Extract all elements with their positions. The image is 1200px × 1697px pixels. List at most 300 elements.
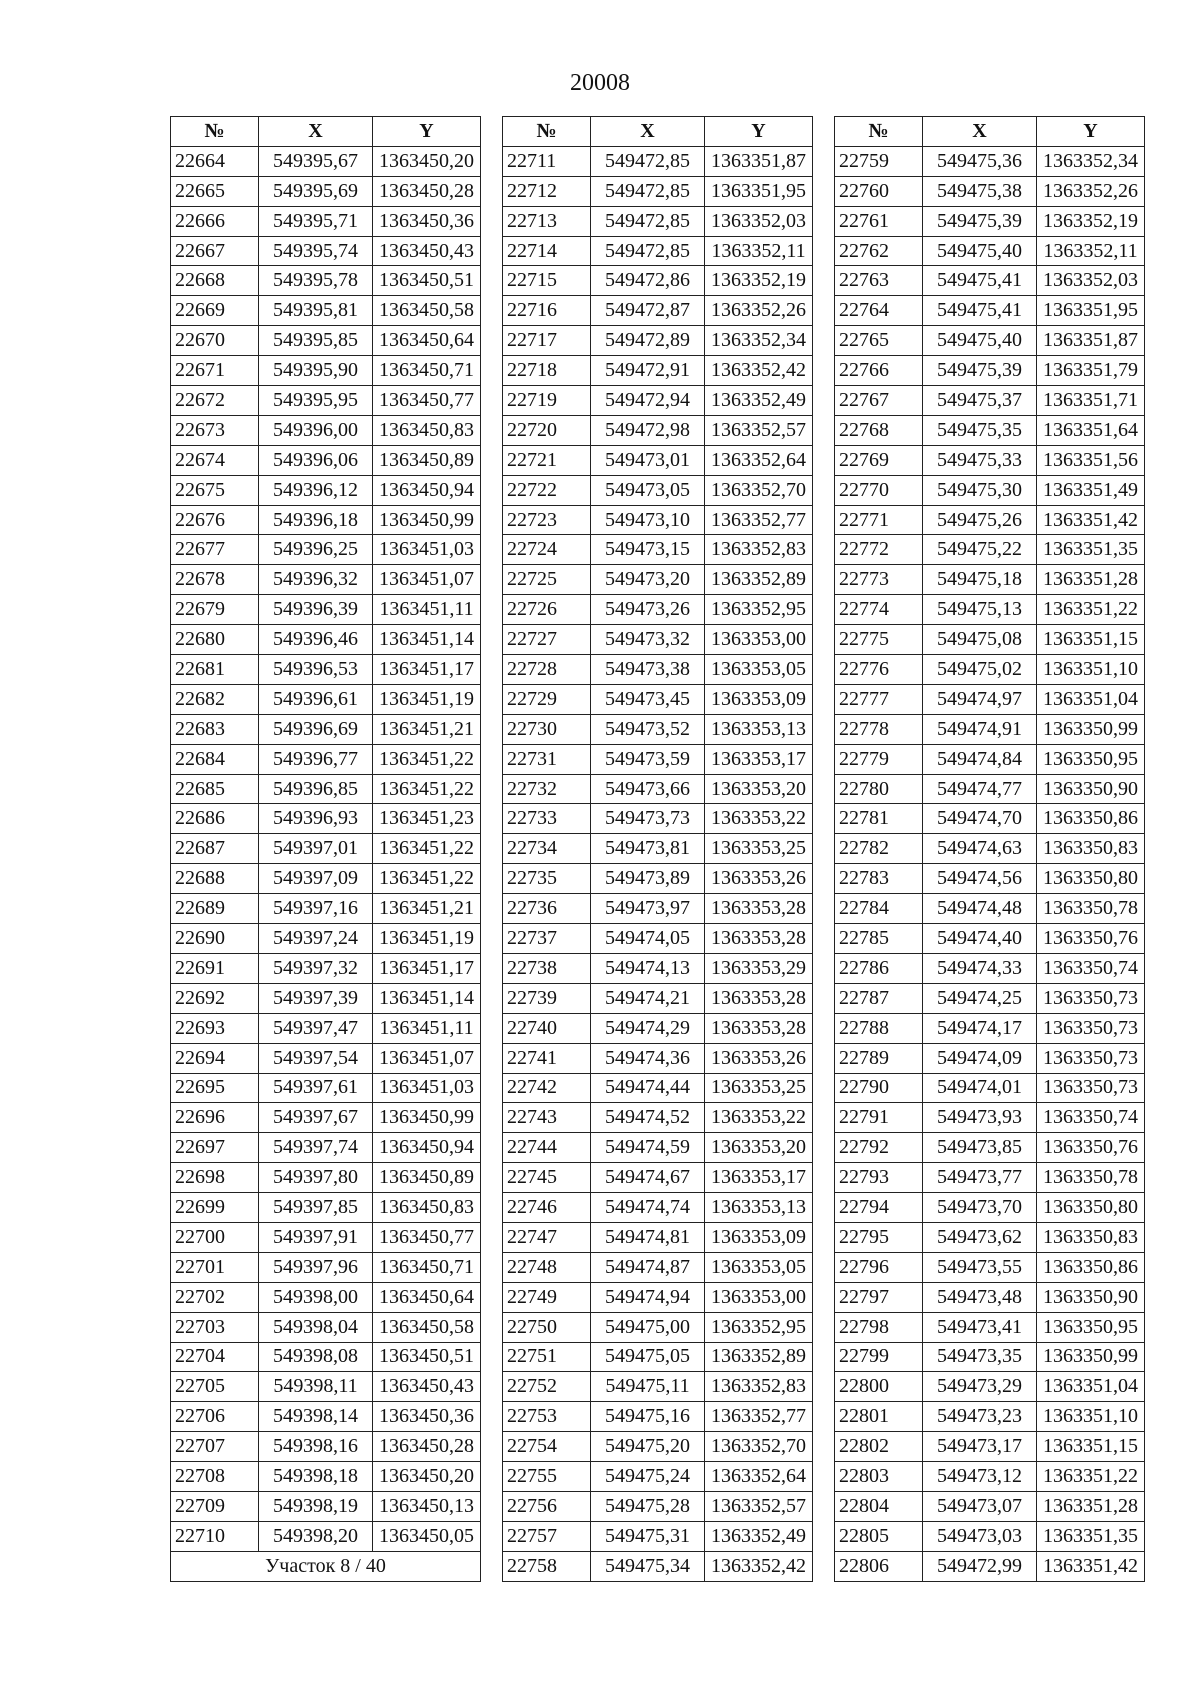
table-row bbox=[503, 1282, 813, 1312]
point-number-cell: 22720 bbox=[503, 415, 591, 445]
x-coordinate-cell: 549474,13 bbox=[591, 953, 705, 983]
point-number-cell: 22751 bbox=[503, 1342, 591, 1372]
table-row bbox=[503, 1103, 813, 1133]
y-coordinate-cell: 1363351,22 bbox=[1037, 595, 1145, 625]
point-number-cell: 22783 bbox=[835, 864, 923, 894]
table-row bbox=[171, 1252, 481, 1282]
point-number-cell: 22705 bbox=[171, 1372, 259, 1402]
x-coordinate-cell: 549474,52 bbox=[591, 1103, 705, 1133]
point-number-cell: 22765 bbox=[835, 326, 923, 356]
y-coordinate-cell: 1363352,34 bbox=[1037, 146, 1145, 176]
point-number-cell: 22692 bbox=[171, 983, 259, 1013]
table-row bbox=[503, 924, 813, 954]
point-number-cell: 22737 bbox=[503, 924, 591, 954]
y-coordinate-cell: 1363451,03 bbox=[373, 535, 481, 565]
x-coordinate-cell: 549475,11 bbox=[591, 1372, 705, 1402]
x-coordinate-cell: 549475,39 bbox=[923, 356, 1037, 386]
table-row bbox=[171, 565, 481, 595]
y-coordinate-cell: 1363350,73 bbox=[1037, 1013, 1145, 1043]
y-coordinate-cell: 1363350,80 bbox=[1037, 864, 1145, 894]
table-row bbox=[835, 1372, 1145, 1402]
table-row bbox=[171, 1013, 481, 1043]
x-coordinate-cell: 549396,18 bbox=[259, 505, 373, 535]
point-number-cell: 22747 bbox=[503, 1222, 591, 1252]
y-coordinate-cell: 1363351,10 bbox=[1037, 655, 1145, 685]
x-coordinate-cell: 549472,85 bbox=[591, 146, 705, 176]
y-coordinate-cell: 1363450,05 bbox=[373, 1521, 481, 1551]
coordinates-table-3 bbox=[834, 116, 1145, 1582]
y-coordinate-cell: 1363450,28 bbox=[373, 176, 481, 206]
x-coordinate-cell: 549475,37 bbox=[923, 386, 1037, 416]
x-coordinate-cell: 549475,22 bbox=[923, 535, 1037, 565]
table-row bbox=[171, 535, 481, 565]
point-number-cell: 22675 bbox=[171, 475, 259, 505]
point-number-cell: 22752 bbox=[503, 1372, 591, 1402]
x-coordinate-cell: 549397,54 bbox=[259, 1043, 373, 1073]
point-number-cell: 22713 bbox=[503, 206, 591, 236]
point-number-cell: 22742 bbox=[503, 1073, 591, 1103]
y-coordinate-cell: 1363350,73 bbox=[1037, 1073, 1145, 1103]
x-coordinate-cell: 549474,29 bbox=[591, 1013, 705, 1043]
table-row bbox=[503, 684, 813, 714]
y-coordinate-cell: 1363350,99 bbox=[1037, 1342, 1145, 1372]
table-row bbox=[835, 356, 1145, 386]
x-coordinate-cell: 549474,81 bbox=[591, 1222, 705, 1252]
point-number-cell: 22790 bbox=[835, 1073, 923, 1103]
table-row bbox=[503, 1043, 813, 1073]
point-number-cell: 22797 bbox=[835, 1282, 923, 1312]
point-number-cell: 22772 bbox=[835, 535, 923, 565]
x-coordinate-cell: 549473,81 bbox=[591, 834, 705, 864]
y-coordinate-cell: 1363451,17 bbox=[373, 953, 481, 983]
y-coordinate-cell: 1363352,49 bbox=[705, 1521, 813, 1551]
table-row bbox=[171, 146, 481, 176]
x-coordinate-cell: 549398,20 bbox=[259, 1521, 373, 1551]
y-coordinate-cell: 1363353,13 bbox=[705, 1193, 813, 1223]
point-number-cell: 22687 bbox=[171, 834, 259, 864]
y-coordinate-cell: 1363350,86 bbox=[1037, 804, 1145, 834]
y-coordinate-cell: 1363450,89 bbox=[373, 1163, 481, 1193]
y-coordinate-cell: 1363450,51 bbox=[373, 1342, 481, 1372]
y-coordinate-cell: 1363350,76 bbox=[1037, 1133, 1145, 1163]
table-row bbox=[835, 236, 1145, 266]
y-coordinate-cell: 1363450,94 bbox=[373, 1133, 481, 1163]
table-row bbox=[171, 864, 481, 894]
point-number-cell: 22723 bbox=[503, 505, 591, 535]
header-y: Y bbox=[373, 117, 481, 147]
point-number-cell: 22702 bbox=[171, 1282, 259, 1312]
x-coordinate-cell: 549397,74 bbox=[259, 1133, 373, 1163]
x-coordinate-cell: 549474,21 bbox=[591, 983, 705, 1013]
x-coordinate-cell: 549475,00 bbox=[591, 1312, 705, 1342]
table-row bbox=[835, 1013, 1145, 1043]
table-row bbox=[503, 266, 813, 296]
table-row bbox=[835, 1312, 1145, 1342]
x-coordinate-cell: 549472,85 bbox=[591, 236, 705, 266]
table-row bbox=[835, 266, 1145, 296]
point-number-cell: 22794 bbox=[835, 1193, 923, 1223]
y-coordinate-cell: 1363450,36 bbox=[373, 1402, 481, 1432]
table-row bbox=[503, 595, 813, 625]
table-row bbox=[835, 953, 1145, 983]
point-number-cell: 22758 bbox=[503, 1551, 591, 1581]
y-coordinate-cell: 1363450,89 bbox=[373, 445, 481, 475]
y-coordinate-cell: 1363352,64 bbox=[705, 1462, 813, 1492]
point-number-cell: 22709 bbox=[171, 1491, 259, 1521]
y-coordinate-cell: 1363353,29 bbox=[705, 953, 813, 983]
x-coordinate-cell: 549397,39 bbox=[259, 983, 373, 1013]
x-coordinate-cell: 549475,34 bbox=[591, 1551, 705, 1581]
y-coordinate-cell: 1363451,19 bbox=[373, 924, 481, 954]
table-row bbox=[503, 1222, 813, 1252]
x-coordinate-cell: 549474,70 bbox=[923, 804, 1037, 834]
header-x: X bbox=[923, 117, 1037, 147]
point-number-cell: 22764 bbox=[835, 296, 923, 326]
x-coordinate-cell: 549473,55 bbox=[923, 1252, 1037, 1282]
coordinates-table-1 bbox=[170, 116, 481, 1582]
x-coordinate-cell: 549473,52 bbox=[591, 714, 705, 744]
y-coordinate-cell: 1363352,77 bbox=[705, 505, 813, 535]
table-row bbox=[171, 176, 481, 206]
x-coordinate-cell: 549397,85 bbox=[259, 1193, 373, 1223]
table-row bbox=[835, 625, 1145, 655]
table-row bbox=[503, 146, 813, 176]
table-row bbox=[835, 744, 1145, 774]
point-number-cell: 22799 bbox=[835, 1342, 923, 1372]
table-row bbox=[835, 1163, 1145, 1193]
table-row bbox=[171, 505, 481, 535]
point-number-cell: 22698 bbox=[171, 1163, 259, 1193]
table-row bbox=[171, 1193, 481, 1223]
table-row bbox=[835, 206, 1145, 236]
table-row bbox=[503, 1491, 813, 1521]
x-coordinate-cell: 549472,94 bbox=[591, 386, 705, 416]
point-number-cell: 22804 bbox=[835, 1491, 923, 1521]
header-y: Y bbox=[1037, 117, 1145, 147]
x-coordinate-cell: 549397,91 bbox=[259, 1222, 373, 1252]
table-row bbox=[171, 445, 481, 475]
point-number-cell: 22777 bbox=[835, 684, 923, 714]
x-coordinate-cell: 549397,32 bbox=[259, 953, 373, 983]
point-number-cell: 22719 bbox=[503, 386, 591, 416]
x-coordinate-cell: 549474,97 bbox=[923, 684, 1037, 714]
x-coordinate-cell: 549396,32 bbox=[259, 565, 373, 595]
table-row bbox=[835, 894, 1145, 924]
header-num: № bbox=[503, 117, 591, 147]
point-number-cell: 22733 bbox=[503, 804, 591, 834]
point-number-cell: 22708 bbox=[171, 1462, 259, 1492]
x-coordinate-cell: 549475,08 bbox=[923, 625, 1037, 655]
point-number-cell: 22750 bbox=[503, 1312, 591, 1342]
x-coordinate-cell: 549473,77 bbox=[923, 1163, 1037, 1193]
point-number-cell: 22744 bbox=[503, 1133, 591, 1163]
x-coordinate-cell: 549397,61 bbox=[259, 1073, 373, 1103]
point-number-cell: 22685 bbox=[171, 774, 259, 804]
table-row bbox=[171, 1372, 481, 1402]
x-coordinate-cell: 549398,00 bbox=[259, 1282, 373, 1312]
x-coordinate-cell: 549475,40 bbox=[923, 326, 1037, 356]
table-row bbox=[503, 445, 813, 475]
x-coordinate-cell: 549474,36 bbox=[591, 1043, 705, 1073]
point-number-cell: 22715 bbox=[503, 266, 591, 296]
y-coordinate-cell: 1363352,70 bbox=[705, 475, 813, 505]
table-row bbox=[503, 505, 813, 535]
x-coordinate-cell: 549473,73 bbox=[591, 804, 705, 834]
y-coordinate-cell: 1363351,95 bbox=[705, 176, 813, 206]
table-row bbox=[503, 625, 813, 655]
y-coordinate-cell: 1363353,00 bbox=[705, 1282, 813, 1312]
table-row bbox=[171, 1103, 481, 1133]
x-coordinate-cell: 549474,01 bbox=[923, 1073, 1037, 1103]
point-number-cell: 22738 bbox=[503, 953, 591, 983]
x-coordinate-cell: 549397,47 bbox=[259, 1013, 373, 1043]
x-coordinate-cell: 549398,19 bbox=[259, 1491, 373, 1521]
x-coordinate-cell: 549473,93 bbox=[923, 1103, 1037, 1133]
table-row bbox=[503, 983, 813, 1013]
x-coordinate-cell: 549398,14 bbox=[259, 1402, 373, 1432]
point-number-cell: 22785 bbox=[835, 924, 923, 954]
x-coordinate-cell: 549475,13 bbox=[923, 595, 1037, 625]
y-coordinate-cell: 1363451,07 bbox=[373, 565, 481, 595]
point-number-cell: 22690 bbox=[171, 924, 259, 954]
table-row bbox=[835, 714, 1145, 744]
table-row bbox=[503, 1252, 813, 1282]
point-number-cell: 22716 bbox=[503, 296, 591, 326]
point-number-cell: 22779 bbox=[835, 744, 923, 774]
point-number-cell: 22688 bbox=[171, 864, 259, 894]
table-row bbox=[171, 1073, 481, 1103]
y-coordinate-cell: 1363353,20 bbox=[705, 1133, 813, 1163]
table-row bbox=[503, 1551, 813, 1581]
y-coordinate-cell: 1363352,77 bbox=[705, 1402, 813, 1432]
point-number-cell: 22769 bbox=[835, 445, 923, 475]
y-coordinate-cell: 1363351,15 bbox=[1037, 1432, 1145, 1462]
table-row bbox=[835, 1342, 1145, 1372]
point-number-cell: 22672 bbox=[171, 386, 259, 416]
x-coordinate-cell: 549397,24 bbox=[259, 924, 373, 954]
x-coordinate-cell: 549396,00 bbox=[259, 415, 373, 445]
point-number-cell: 22778 bbox=[835, 714, 923, 744]
point-number-cell: 22721 bbox=[503, 445, 591, 475]
x-coordinate-cell: 549475,39 bbox=[923, 206, 1037, 236]
y-coordinate-cell: 1363450,43 bbox=[373, 236, 481, 266]
x-coordinate-cell: 549398,11 bbox=[259, 1372, 373, 1402]
point-number-cell: 22701 bbox=[171, 1252, 259, 1282]
x-coordinate-cell: 549396,12 bbox=[259, 475, 373, 505]
point-number-cell: 22696 bbox=[171, 1103, 259, 1133]
y-coordinate-cell: 1363351,10 bbox=[1037, 1402, 1145, 1432]
table-row bbox=[171, 894, 481, 924]
table-row bbox=[503, 774, 813, 804]
table-row bbox=[171, 744, 481, 774]
table-row bbox=[171, 924, 481, 954]
x-coordinate-cell: 549473,23 bbox=[923, 1402, 1037, 1432]
table-row bbox=[171, 266, 481, 296]
y-coordinate-cell: 1363353,20 bbox=[705, 774, 813, 804]
table-row bbox=[171, 1342, 481, 1372]
table-row bbox=[503, 1073, 813, 1103]
table-row bbox=[171, 953, 481, 983]
table-row bbox=[835, 924, 1145, 954]
y-coordinate-cell: 1363450,20 bbox=[373, 146, 481, 176]
x-coordinate-cell: 549473,85 bbox=[923, 1133, 1037, 1163]
x-coordinate-cell: 549472,85 bbox=[591, 176, 705, 206]
x-coordinate-cell: 549473,32 bbox=[591, 625, 705, 655]
table-header-row bbox=[503, 117, 813, 147]
point-number-cell: 22762 bbox=[835, 236, 923, 266]
x-coordinate-cell: 549395,95 bbox=[259, 386, 373, 416]
x-coordinate-cell: 549398,04 bbox=[259, 1312, 373, 1342]
y-coordinate-cell: 1363351,35 bbox=[1037, 1521, 1145, 1551]
x-coordinate-cell: 549474,48 bbox=[923, 894, 1037, 924]
page-number: 20008 bbox=[570, 70, 630, 96]
y-coordinate-cell: 1363352,19 bbox=[1037, 206, 1145, 236]
point-number-cell: 22773 bbox=[835, 565, 923, 595]
x-coordinate-cell: 549475,16 bbox=[591, 1402, 705, 1432]
y-coordinate-cell: 1363350,73 bbox=[1037, 983, 1145, 1013]
point-number-cell: 22739 bbox=[503, 983, 591, 1013]
y-coordinate-cell: 1363353,09 bbox=[705, 1222, 813, 1252]
point-number-cell: 22774 bbox=[835, 595, 923, 625]
point-number-cell: 22786 bbox=[835, 953, 923, 983]
point-number-cell: 22686 bbox=[171, 804, 259, 834]
table-row bbox=[503, 1013, 813, 1043]
y-coordinate-cell: 1363451,07 bbox=[373, 1043, 481, 1073]
x-coordinate-cell: 549473,05 bbox=[591, 475, 705, 505]
point-number-cell: 22670 bbox=[171, 326, 259, 356]
x-coordinate-cell: 549473,07 bbox=[923, 1491, 1037, 1521]
point-number-cell: 22664 bbox=[171, 146, 259, 176]
x-coordinate-cell: 549397,67 bbox=[259, 1103, 373, 1133]
x-coordinate-cell: 549473,20 bbox=[591, 565, 705, 595]
table-row bbox=[171, 804, 481, 834]
y-coordinate-cell: 1363451,23 bbox=[373, 804, 481, 834]
table-row bbox=[503, 1462, 813, 1492]
x-coordinate-cell: 549473,45 bbox=[591, 684, 705, 714]
point-number-cell: 22718 bbox=[503, 356, 591, 386]
table-header-row bbox=[835, 117, 1145, 147]
point-number-cell: 22805 bbox=[835, 1521, 923, 1551]
x-coordinate-cell: 549396,53 bbox=[259, 655, 373, 685]
point-number-cell: 22714 bbox=[503, 236, 591, 266]
y-coordinate-cell: 1363353,22 bbox=[705, 1103, 813, 1133]
table-row bbox=[835, 1521, 1145, 1551]
point-number-cell: 22710 bbox=[171, 1521, 259, 1551]
y-coordinate-cell: 1363451,14 bbox=[373, 983, 481, 1013]
table-row bbox=[171, 655, 481, 685]
table-row bbox=[835, 1193, 1145, 1223]
table-row bbox=[835, 983, 1145, 1013]
table-row bbox=[171, 1491, 481, 1521]
point-number-cell: 22717 bbox=[503, 326, 591, 356]
point-number-cell: 22796 bbox=[835, 1252, 923, 1282]
y-coordinate-cell: 1363351,49 bbox=[1037, 475, 1145, 505]
y-coordinate-cell: 1363450,43 bbox=[373, 1372, 481, 1402]
x-coordinate-cell: 549475,18 bbox=[923, 565, 1037, 595]
table-row bbox=[171, 1282, 481, 1312]
y-coordinate-cell: 1363350,76 bbox=[1037, 924, 1145, 954]
y-coordinate-cell: 1363451,17 bbox=[373, 655, 481, 685]
x-coordinate-cell: 549473,12 bbox=[923, 1462, 1037, 1492]
point-number-cell: 22722 bbox=[503, 475, 591, 505]
y-coordinate-cell: 1363351,04 bbox=[1037, 684, 1145, 714]
point-number-cell: 22775 bbox=[835, 625, 923, 655]
table-row bbox=[171, 1521, 481, 1551]
y-coordinate-cell: 1363450,64 bbox=[373, 1282, 481, 1312]
table-header-row bbox=[171, 117, 481, 147]
point-number-cell: 22689 bbox=[171, 894, 259, 924]
point-number-cell: 22679 bbox=[171, 595, 259, 625]
x-coordinate-cell: 549474,67 bbox=[591, 1163, 705, 1193]
point-number-cell: 22766 bbox=[835, 356, 923, 386]
table-footer-row bbox=[171, 1551, 481, 1581]
point-number-cell: 22767 bbox=[835, 386, 923, 416]
x-coordinate-cell: 549474,94 bbox=[591, 1282, 705, 1312]
table-row bbox=[503, 415, 813, 445]
point-number-cell: 22700 bbox=[171, 1222, 259, 1252]
y-coordinate-cell: 1363450,99 bbox=[373, 505, 481, 535]
table-row bbox=[503, 655, 813, 685]
table-row bbox=[171, 714, 481, 744]
x-coordinate-cell: 549472,86 bbox=[591, 266, 705, 296]
y-coordinate-cell: 1363352,26 bbox=[1037, 176, 1145, 206]
x-coordinate-cell: 549475,20 bbox=[591, 1432, 705, 1462]
y-coordinate-cell: 1363352,89 bbox=[705, 1342, 813, 1372]
table-row bbox=[171, 684, 481, 714]
point-number-cell: 22694 bbox=[171, 1043, 259, 1073]
table-row bbox=[171, 595, 481, 625]
x-coordinate-cell: 549475,30 bbox=[923, 475, 1037, 505]
y-coordinate-cell: 1363450,58 bbox=[373, 1312, 481, 1342]
x-coordinate-cell: 549396,46 bbox=[259, 625, 373, 655]
x-coordinate-cell: 549473,10 bbox=[591, 505, 705, 535]
point-number-cell: 22787 bbox=[835, 983, 923, 1013]
y-coordinate-cell: 1363352,11 bbox=[705, 236, 813, 266]
table-row bbox=[171, 834, 481, 864]
table-row bbox=[171, 386, 481, 416]
x-coordinate-cell: 549475,40 bbox=[923, 236, 1037, 266]
y-coordinate-cell: 1363351,79 bbox=[1037, 356, 1145, 386]
table-row bbox=[503, 296, 813, 326]
y-coordinate-cell: 1363450,64 bbox=[373, 326, 481, 356]
y-coordinate-cell: 1363351,22 bbox=[1037, 1462, 1145, 1492]
x-coordinate-cell: 549475,35 bbox=[923, 415, 1037, 445]
y-coordinate-cell: 1363451,14 bbox=[373, 625, 481, 655]
table-row bbox=[835, 1462, 1145, 1492]
x-coordinate-cell: 549475,38 bbox=[923, 176, 1037, 206]
y-coordinate-cell: 1363450,83 bbox=[373, 1193, 481, 1223]
point-number-cell: 22781 bbox=[835, 804, 923, 834]
x-coordinate-cell: 549473,01 bbox=[591, 445, 705, 475]
y-coordinate-cell: 1363450,77 bbox=[373, 1222, 481, 1252]
table-row bbox=[503, 565, 813, 595]
y-coordinate-cell: 1363450,99 bbox=[373, 1103, 481, 1133]
table-row bbox=[835, 1222, 1145, 1252]
table-row bbox=[503, 864, 813, 894]
table-row bbox=[835, 296, 1145, 326]
point-number-cell: 22669 bbox=[171, 296, 259, 326]
x-coordinate-cell: 549475,33 bbox=[923, 445, 1037, 475]
y-coordinate-cell: 1363351,87 bbox=[705, 146, 813, 176]
x-coordinate-cell: 549395,81 bbox=[259, 296, 373, 326]
point-number-cell: 22756 bbox=[503, 1491, 591, 1521]
x-coordinate-cell: 549472,98 bbox=[591, 415, 705, 445]
point-number-cell: 22732 bbox=[503, 774, 591, 804]
x-coordinate-cell: 549473,29 bbox=[923, 1372, 1037, 1402]
table-row bbox=[835, 326, 1145, 356]
point-number-cell: 22755 bbox=[503, 1462, 591, 1492]
point-number-cell: 22780 bbox=[835, 774, 923, 804]
